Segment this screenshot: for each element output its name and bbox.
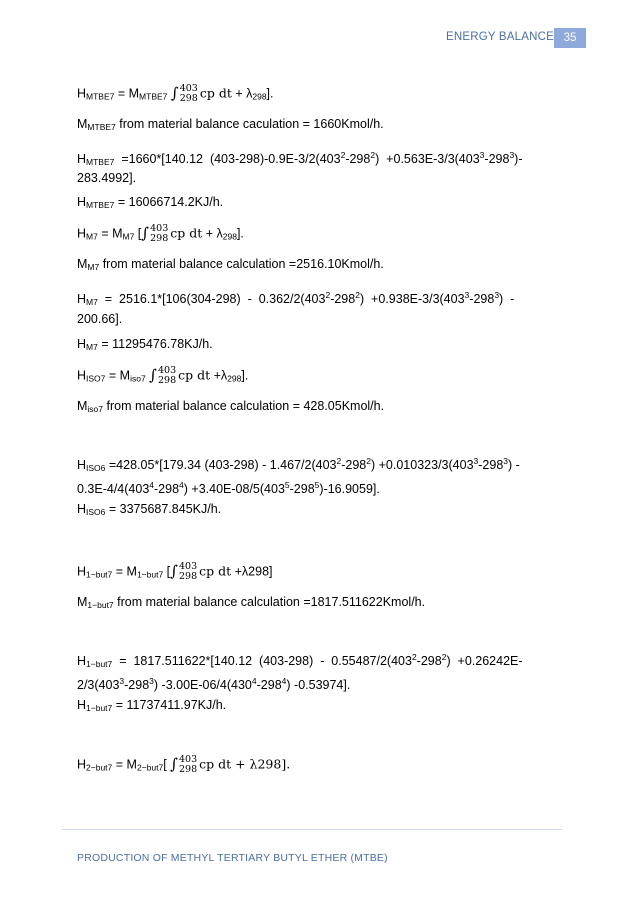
result-h-1but7: $H_{1-but7} = 11737411.97KJ/h$. <box>77 698 227 713</box>
eq-h-mtbe7-expanded: $H_{MTBE7} =1660*[140.12$ $(403-298)-0.9E-3/2(403^2-298^2) +0.563E-3/3(403^3-298^3)-$ <box>77 150 523 167</box>
eq-h-2but7: $H_{2-but7} = M_{2-but7}$[ ∫ 403 298 cp dt + λ298]. <box>77 754 291 775</box>
result-h-m7: $H_{M7} = 11295476.78KJ/h$. <box>77 337 213 352</box>
footer-title: PRODUCTION OF METHYL TERTIARY BUTYL ETHER (MTBE) <box>77 852 388 864</box>
eq-h-1but7: $H_{1-but7} = M_{1-but7}$ [∫ 403 298 cp dt +λ298] <box>77 561 273 582</box>
text-m-1but7: $M_{1-but7}$ from material balance calculation =1817.511622Kmol/h. <box>77 595 426 610</box>
eq-h-iso6-expanded: $H_{ISO6} =428.05*[179.34$ $(403-298) - 1.467/2(403^2-298^2) +0.010323/3(403^3-298^3)$ - <box>77 456 520 473</box>
header-spacer <box>586 28 638 48</box>
eq-h-m7: $H_{M7} = M_{M7}$ [∫ 403 298 cp dt + $\lambda_{298}$]. <box>77 223 244 244</box>
eq-h-1but7-cont: $2/3(403^3-298^3)$ $-3.00E-06/4(430^4-298^4)$ -0.53974]. <box>77 676 351 692</box>
header-title: ENERGY BALANCE <box>445 31 554 43</box>
eq-h-mtbe7: $H_{MTBE7} = M_{MTBE7}$ ∫ 403 298 cp dt + $\lambda_{298}$]. <box>77 83 274 104</box>
result-h-iso6: $H_{ISO6} = 3375687.845KJ/h$. <box>77 502 222 517</box>
footer-divider <box>62 829 562 830</box>
page-number: 35 <box>554 28 586 48</box>
eq-h-iso6-cont: $0.3E-4/4(403^4-298^4) +3.40E-08/5(403^5-298^5)-16.9059$]. <box>77 480 380 496</box>
eq-h-mtbe7-cont: 283.4992]. <box>77 171 137 185</box>
result-h-mtbe7: $H_{MTBE7} = 16066714.2KJ/h$. <box>77 195 224 210</box>
text-m-mtbe7: $M_{MTBE7}$ from material balance caculation = 1660Kmol/h. <box>77 117 384 132</box>
eq-h-1but7-expanded: $H_{1-but7} = 1817.511622*[140.12$ $(403-298) - 0.55487/2(403^2-298^2) +0.26242E-$ <box>77 652 523 669</box>
text-m-m7: $M_{M7}$ from material balance calculation =2516.10Kmol/h. <box>77 257 384 272</box>
eq-h-m7-cont: 200.66]. <box>77 312 123 326</box>
eq-h-iso7: $H_{ISO7} = M_{iso7}$ ∫ 403 298 cp dt $+\lambda_{298}$]. <box>77 365 249 386</box>
eq-h-m7-expanded: $H_{M7} = 2516.1*[106(304-298) - 0.362/2(403^2-298^2) +0.938E-3/3(403^3-298^3)$ - <box>77 290 515 307</box>
text-m-iso7: $M_{iso7}$ from material balance calculation = 428.05Kmol/h. <box>77 399 385 414</box>
